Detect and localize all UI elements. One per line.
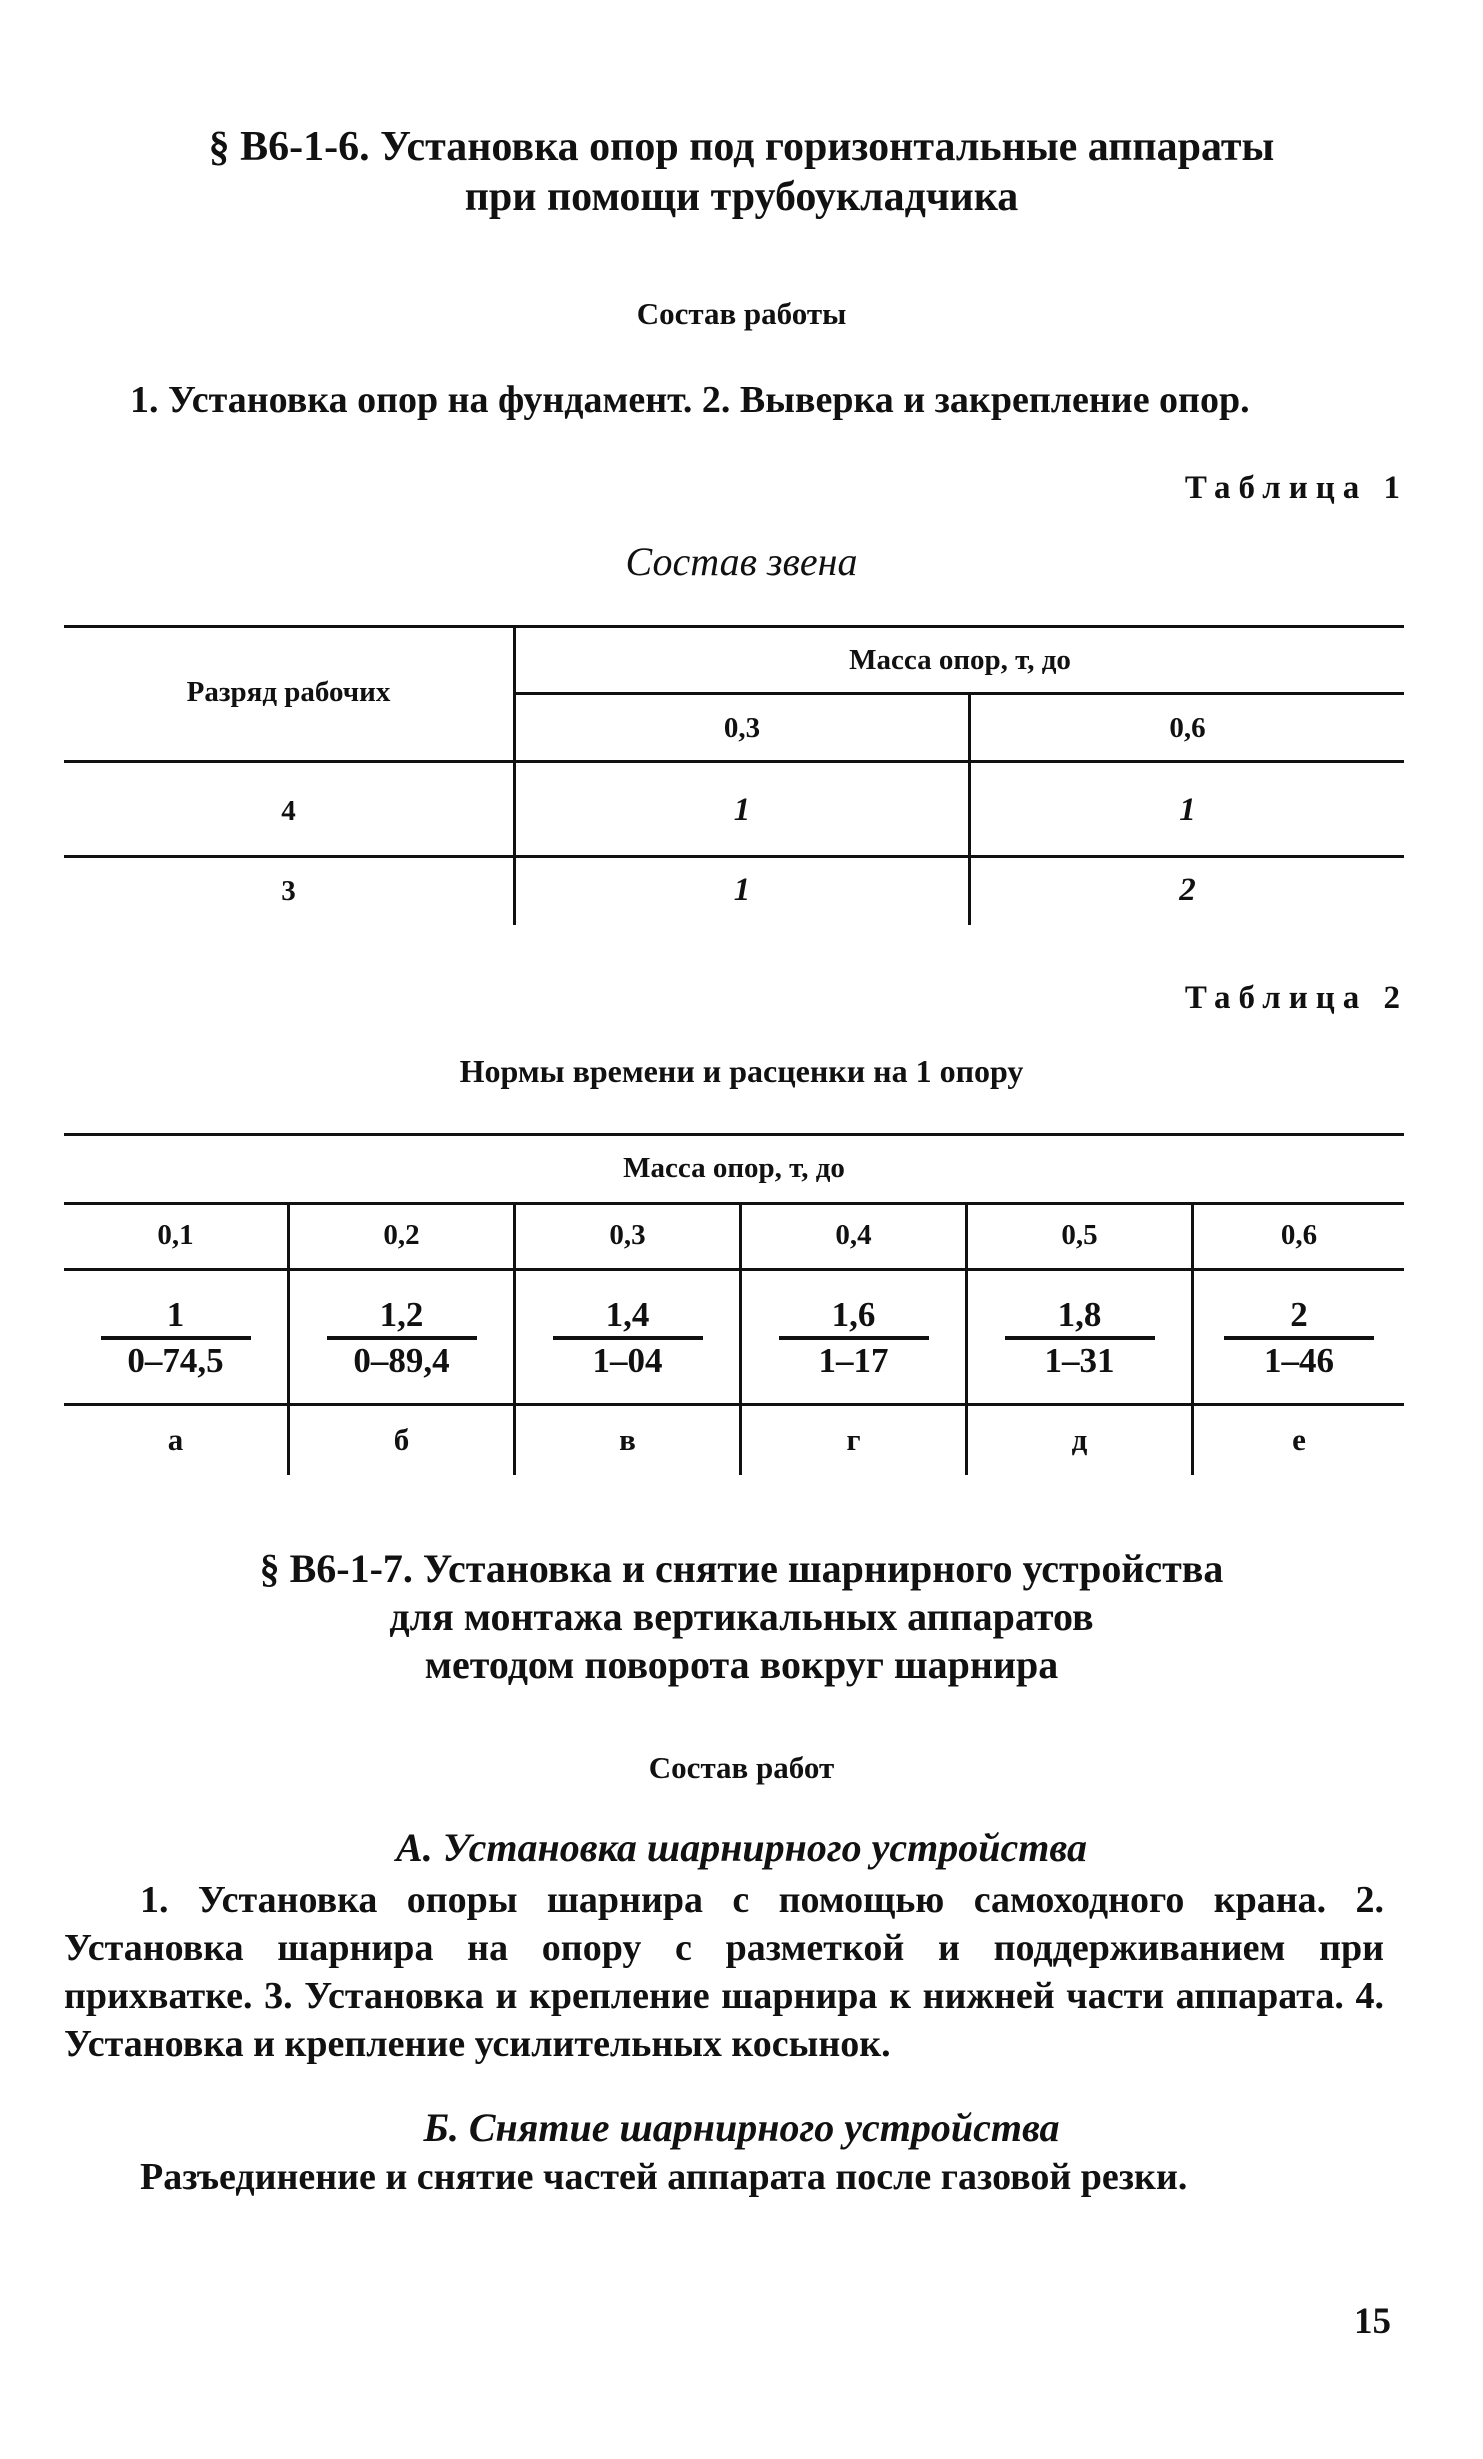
table-1-grade-cell: 4 [281, 795, 296, 827]
part-b-text: Разъединение и снятие частей аппарата после газовой резки. [140, 2156, 1188, 2198]
fraction-bar [327, 1336, 477, 1340]
table-2-mass-value: 0,3 [609, 1219, 646, 1251]
table-2-mass-value: 0,2 [383, 1219, 420, 1251]
table-1-count-cell: 1 [733, 792, 751, 828]
table-2-mass-value: 0,1 [157, 1219, 194, 1251]
table-2-letter: а [167, 1422, 184, 1457]
table-2-mass-value: 0,4 [835, 1219, 872, 1251]
table-2-norm-rate-cell [516, 1296, 739, 1380]
table-1-header-worker-grade: Разряд рабочих [186, 676, 391, 708]
section-1-work-heading: Состав работы [636, 296, 847, 331]
table-2-letter: б [393, 1422, 410, 1457]
section-2-work-heading: Состав работ [648, 1750, 835, 1785]
table-2-norm-rate-cell [742, 1296, 965, 1380]
table-2-rate: 1–46 [1264, 1341, 1334, 1380]
fraction-bar [101, 1336, 251, 1340]
table-2-rate: 1–17 [818, 1341, 889, 1380]
part-a-text [64, 1876, 1384, 2068]
table-2-norm-rate-cell [968, 1296, 1191, 1380]
part-a-text-body: 1. Установка опоры шарнира с помощью самоходного крана. 2. Установка шарнира на опору с разметкой и поддерживанием при прихватке. 3. Установка и крепление шарнира к нижней части аппарата. 4. Установка и крепление усилительных косынок. [64, 1879, 1384, 2065]
table-2-norm-rate-cell [1194, 1296, 1404, 1380]
table-2-letter: г [846, 1422, 861, 1457]
fraction-bar [1224, 1336, 1374, 1340]
table-2-rate: 0–89,4 [353, 1341, 450, 1380]
part-a-heading: А. Установка шарнирного устройства [396, 1825, 1087, 1870]
section-1-title-line-2: при помощи трубоукладчика [464, 174, 1019, 220]
table-2-norm: 1,6 [831, 1295, 876, 1334]
table-2-norm: 2 [1290, 1295, 1308, 1334]
table-1-label: Таблица 1 [1184, 470, 1408, 506]
table-1-count-cell: 2 [1179, 872, 1196, 908]
table-2-mass-value: 0,5 [1061, 1219, 1098, 1251]
table-2-norm: 1 [166, 1295, 185, 1334]
table-2-letter: е [1292, 1422, 1306, 1457]
part-b-heading: Б. Снятие шарнирного устройства [423, 2105, 1060, 2150]
section-2-title-line-3: методом поворота вокруг шарнира [424, 1642, 1059, 1687]
table-2-letter: д [1071, 1422, 1088, 1457]
section-1-work-text: 1. Установка опор на фундамент. 2. Выверка и закрепление опор. [130, 379, 1250, 421]
table-2-label: Таблица 2 [1184, 980, 1408, 1016]
table-2-norm-rate-cell [64, 1296, 287, 1380]
table-1-caption: Состав звена [625, 539, 858, 584]
fraction-bar [779, 1336, 929, 1340]
table-2-rate: 1–04 [592, 1341, 663, 1380]
fraction-bar [553, 1336, 703, 1340]
table-2-norm: 1,2 [379, 1295, 424, 1334]
section-1-title [100, 122, 1383, 222]
table-2-mass-value: 0,6 [1280, 1219, 1318, 1251]
table-1-header-mass: Масса опор, т, до [849, 644, 1071, 676]
table-1-mass-value: 0,3 [723, 712, 761, 744]
section-1-title-line-1: § В6-1-6. Установка опор под горизонтальные аппараты [208, 124, 1275, 170]
table-2-norm-rate-cell [290, 1296, 513, 1380]
fraction-bar [1005, 1336, 1155, 1340]
section-2-title-line-2: для монтажа вертикальных аппаратов [389, 1594, 1094, 1639]
table-2-norm: 1,8 [1057, 1295, 1102, 1334]
section-2-title-line-1: § В6-1-7. Установка и снятие шарнирного устройства [259, 1546, 1224, 1591]
section-2-title [100, 1545, 1383, 1689]
table-1-count-cell: 1 [1179, 792, 1196, 828]
table-1-mass-value: 0,6 [1169, 712, 1206, 744]
table-2-letter: в [619, 1422, 636, 1457]
table-2-norm: 1,4 [605, 1295, 650, 1334]
table-2-rate: 0–74,5 [127, 1341, 224, 1380]
table-2-rate: 1–31 [1044, 1341, 1115, 1380]
table-2-caption: Нормы времени и расценки на 1 опору [459, 1053, 1024, 1089]
table-2-header-mass: Масса опор, т, до [623, 1152, 845, 1184]
table-1-count-cell: 1 [733, 872, 751, 908]
table-1-grade-cell: 3 [281, 875, 296, 907]
page-number: 15 [1354, 2301, 1391, 2342]
